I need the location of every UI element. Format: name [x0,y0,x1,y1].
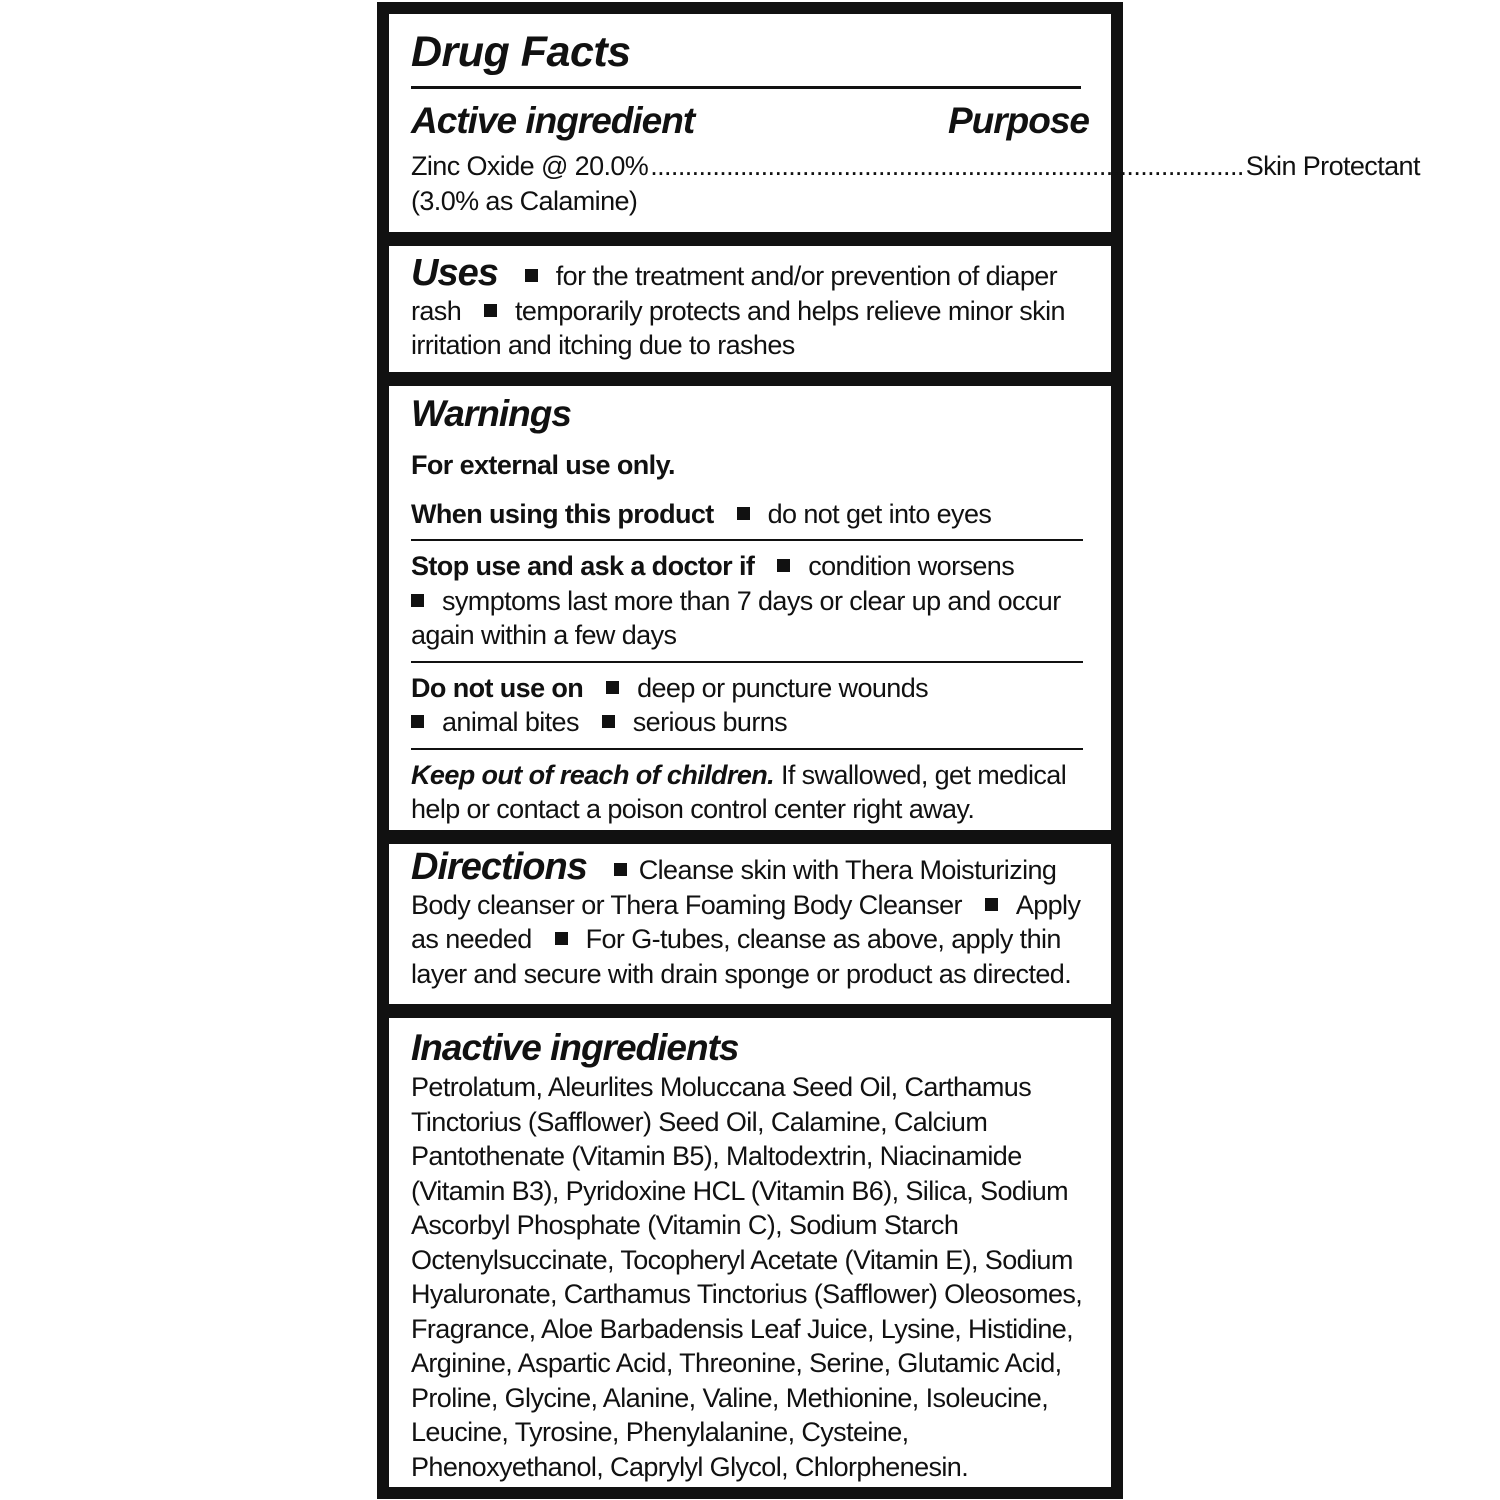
bullet-icon [614,863,627,876]
uses-item: for the treatment and/or prevention of diaper rash [411,261,1058,326]
bullet-icon [737,507,750,520]
active-ingredient-panel [389,14,1420,232]
uses-heading: Uses [411,252,498,294]
ingredient-purpose: Skin Protectant [1245,151,1420,181]
bullet-icon [484,304,497,317]
bullet-icon [602,715,615,728]
uses-text [411,252,1089,363]
bullet-icon [777,559,790,572]
active-ingredient-heading: Active ingredient [411,100,695,141]
do-not-use-item: deep or puncture wounds [637,672,929,703]
when-using-section [411,497,1089,532]
when-using-item: do not get into eyes [767,498,992,529]
ingredient-note: (3.0% as Calamine) [411,185,638,216]
directions-panel [389,844,1111,1004]
inactive-text: Petrolatum, Aleurlites Moluccana Seed Oil, Carthamus Tinctorius (Safflower) Seed Oil, Calamine, Calcium Pantothenate (Vitamin B5), Maltodextrin, Niacinamide (Vitamin B3), Pyridoxine HCL (Vitamin B6), Silica, Sodium Ascorbyl Phosphate (Vitamin C), Sodium Starch Octenylsuccinate, Tocopheryl Acetate (Vitamin E), Sodium Hyaluronate, Carthamus Tinctorius (Safflower) Oleosomes, Fragrance, Aloe Barbadensis Leaf Juice, Lysine, Histidine, Arginine, Aspartic Acid, Threonine, Serine, Glutamic Acid, Proline, Glycine, Alanine, Valine, Methionine, Isoleucine, Leucine, Tyrosine, Phenylalanine, Cysteine, Phenoxyethanol, Caprylyl Glycol, Chlorphenesin. [411,1072,1083,1482]
warnings-panel [389,386,1111,830]
do-not-use-item: serious burns [632,707,788,737]
directions-item: Apply as needed [411,889,1081,954]
do-not-use-section [411,671,1089,740]
stop-use-item: condition worsens [808,551,1015,581]
purpose-heading: Purpose [947,100,1089,141]
directions-item: For G-tubes, cleanse as above, apply thin layer and secure with drain sponge or product as directed. [411,924,1072,989]
uses-panel [389,246,1111,372]
active-ingredient-header-row [411,97,1089,145]
bullet-icon [411,594,424,607]
section-divider [411,748,1083,750]
section-divider [411,661,1083,663]
drug-facts-label [377,2,1420,1499]
title-divider [411,86,1081,89]
drug-facts-title: Drug Facts [411,28,631,76]
bullet-icon [525,269,538,282]
ingredient-name: Zinc Oxide @ 20.0% [411,151,649,181]
directions-heading: Directions [411,846,587,888]
bullet-icon [985,898,998,911]
uses-item: temporarily protects and helps relieve minor skin irritation and itching due to rashes [411,295,1065,360]
directions-text [411,846,1089,991]
section-divider [411,539,1083,541]
directions-item: Cleanse skin with Thera Moisturizing Body cleanser or Thera Foaming Body Cleanser [411,855,1057,920]
keep-out-label: Keep out of reach of children. [411,759,775,790]
keep-out-section [411,758,1089,827]
keep-out-text: If swallowed, get medical help or contact a poison control center right away. [411,759,1067,824]
stop-use-item: symptoms last more than 7 days or clear up and occur again within a few days [411,585,1061,650]
ingredient-line [411,149,1420,184]
bullet-icon [555,932,568,945]
do-not-use-label: Do not use on [411,672,584,703]
when-using-label: When using this product [411,498,714,529]
external-use-text: For external use only. [411,450,675,480]
inactive-heading: Inactive ingredients [411,1027,739,1068]
bullet-icon [606,681,619,694]
stop-use-section [411,549,1089,653]
stop-use-label: Stop use and ask a doctor if [411,551,755,581]
do-not-use-item: animal bites [442,707,579,737]
leader-dots: ...................................................................................... [650,151,1244,181]
inactive-ingredients-panel [389,1018,1111,1487]
bullet-icon [411,715,424,728]
warnings-heading: Warnings [411,393,571,434]
